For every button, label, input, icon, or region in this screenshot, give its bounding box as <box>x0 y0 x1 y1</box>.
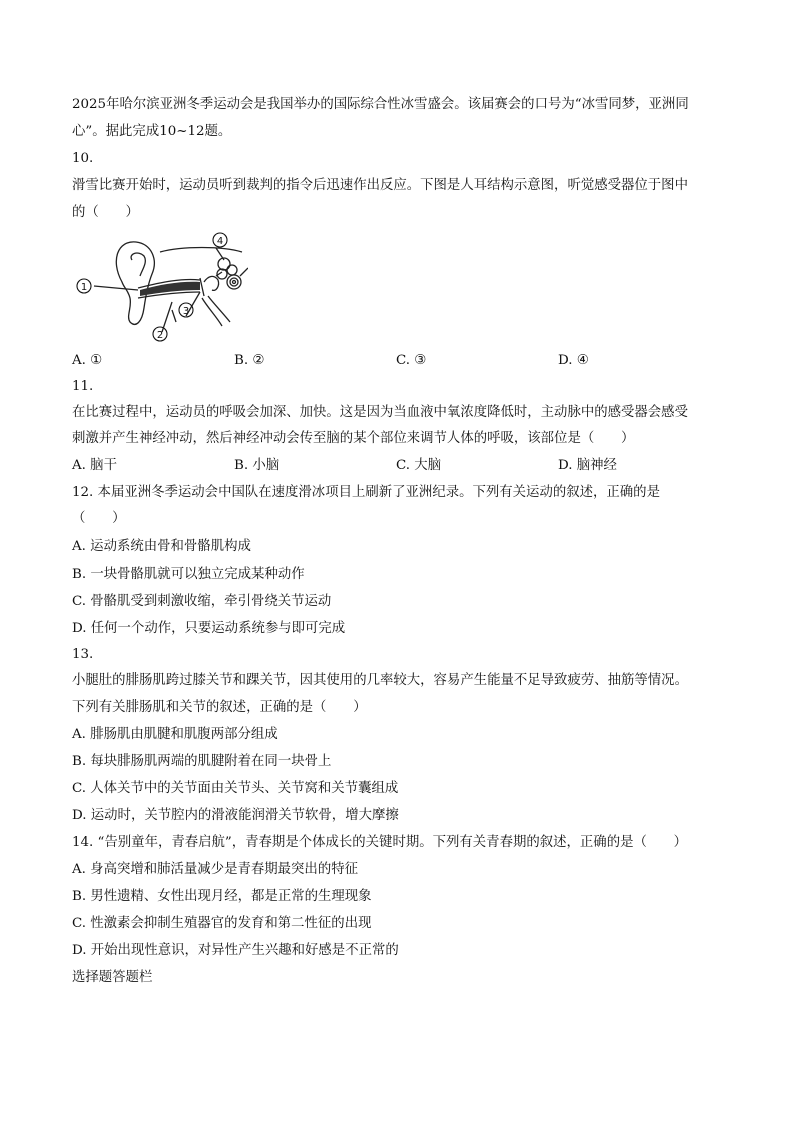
q12-stem-line-2: （ ） <box>72 511 126 526</box>
label-4: 4 <box>216 236 224 247</box>
q14-option-a: A. 身高突增和肺活量减少是青春期最突出的特征 <box>72 862 358 877</box>
q11-option-d: D. 脑神经 <box>558 458 617 473</box>
q11-stem-line-2: 刺激并产生神经冲动，然后神经冲动会传至脑的某个部位来调节人体的呼吸，该部位是（ ） <box>72 431 635 446</box>
q14-stem: 14. “告别童年，青春启航”，青春期是个体成长的关键时期。下列有关青春期的叙述，正确的是（ ） <box>72 835 688 850</box>
q11-option-a: A. 脑干 <box>72 458 117 473</box>
q12-stem-line-1: 12. 本届亚洲冬季运动会中国队在速度滑冰项目上刷新了亚洲纪录。下列有关运动的叙述，正确的是 <box>72 485 660 500</box>
q13-number: 13. <box>72 647 94 662</box>
q14-option-c: C. 性激素会抑制生殖器官的发育和第二性征的出现 <box>72 916 372 931</box>
q11-option-b: B. 小脑 <box>234 458 280 473</box>
q13-stem-line-1: 小腿肚的腓肠肌跨过膝关节和踝关节，因其使用的几率较大，容易产生能量不足导致疲劳、抽筋等情况。 <box>72 673 688 688</box>
q10-option-b: B. ② <box>234 353 265 368</box>
intro-line-2: 心”。据此完成10~12题。 <box>72 124 232 139</box>
q12-option-c: C. 骨骼肌受到刺激收缩，牵引骨绕关节运动 <box>72 594 332 609</box>
q10-option-c: C. ③ <box>396 353 427 368</box>
q13-option-a: A. 腓肠肌由肌腱和肌腹两部分组成 <box>72 727 278 742</box>
q13-option-b: B. 每块腓肠肌两端的肌腱附着在同一块骨上 <box>72 754 332 769</box>
q11-number: 11. <box>72 379 94 394</box>
q11-stem-line-1: 在比赛过程中，运动员的呼吸会加深、加快。这是因为当血液中氧浓度降低时，主动脉中的感受器会感受 <box>72 405 688 420</box>
q13-stem-line-2: 下列有关腓肠肌和关节的叙述，正确的是（ ） <box>72 700 367 715</box>
intro-line-1: 2025年哈尔滨亚洲冬季运动会是我国举办的国际综合性冰雪盛会。该届赛会的口号为“冰雪同梦，亚洲同 <box>72 97 689 112</box>
ear-diagram <box>72 230 248 346</box>
answer-bar-heading: 选择题答题栏 <box>72 970 153 985</box>
q14-option-d: D. 开始出现性意识，对异性产生兴趣和好感是不正常的 <box>72 943 399 958</box>
q10-number: 10. <box>72 151 94 166</box>
ear-structure-figure <box>72 230 248 346</box>
q12-option-d: D. 任何一个动作，只要运动系统参与即可完成 <box>72 621 346 636</box>
q13-option-d: D. 运动时，关节腔内的滑液能润滑关节软骨，增大摩擦 <box>72 808 399 823</box>
q10-option-a: A. ① <box>72 353 103 368</box>
q12-option-b: B. 一块骨骼肌就可以独立完成某种动作 <box>72 567 305 582</box>
q10-stem-line-2: 的（ ） <box>72 205 139 220</box>
q13-option-c: C. 人体关节中的关节面由关节头、关节窝和关节囊组成 <box>72 781 399 796</box>
label-3: 3 <box>182 306 190 317</box>
label-2: 2 <box>156 330 164 341</box>
q14-option-b: B. 男性遗精、女性出现月经，都是正常的生理现象 <box>72 889 372 904</box>
q11-option-c: C. 大脑 <box>396 458 442 473</box>
q10-stem-line-1: 滑雪比赛开始时，运动员听到裁判的指令后迅速作出反应。下图是人耳结构示意图，听觉感受器位于图中 <box>72 178 688 193</box>
q10-option-d: D. ④ <box>558 353 589 368</box>
q12-option-a: A. 运动系统由骨和骨骼肌构成 <box>72 539 251 554</box>
label-1: 1 <box>80 282 88 293</box>
